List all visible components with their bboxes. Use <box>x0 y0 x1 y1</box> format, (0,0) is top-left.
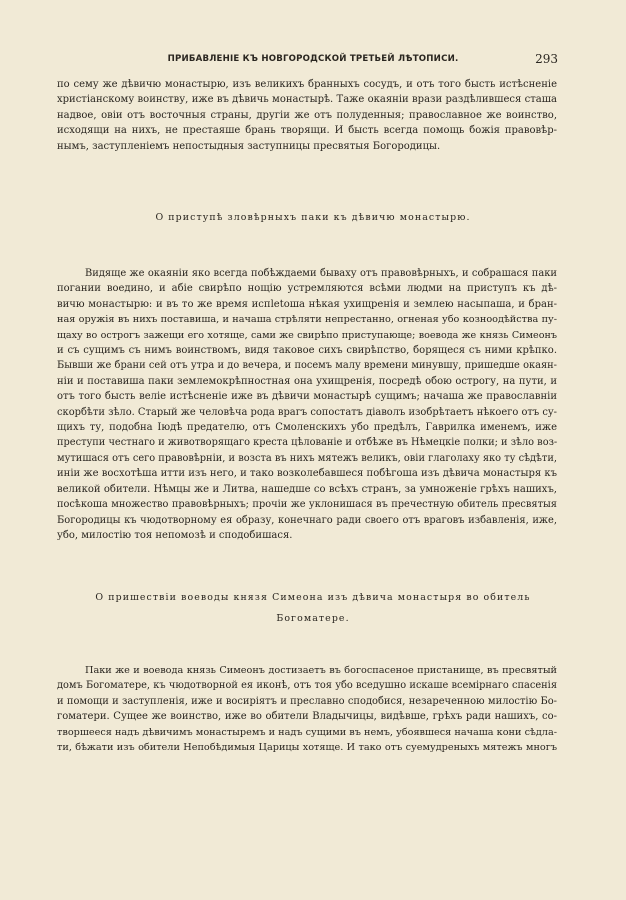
text-line: и съ сущимъ съ нимъ воинствомъ, видя таковое сихъ свирѣпство, борящеся съ ними крѣпко. <box>57 345 557 357</box>
running-title: ПРИБАВЛЕНІЕ КЪ НОВГОРОДСКОЙ ТРЕТЬЕЙ ЛѢТОПИСИ. <box>167 54 459 64</box>
text-line: ніи и поставиша паки землемокрѣпностная она ухищренія, посредѣ обою острогу, на пути, и <box>57 375 557 387</box>
text-line: вичю монастырю: и въ то же время испletоша нѣкая ухищренія и землею насыпаша, и бран- <box>57 298 557 310</box>
text-line: отъ того бысть веліе истѣсненіе иже въ дѣвичи монастырѣ сущимъ; начаша же православніи <box>57 391 557 403</box>
text-line: исходящи на нихъ, не престаяше брань творящи. И бысть всегда помощь божія правовѣр- <box>57 125 557 137</box>
section-heading-1: О приступѣ зловѣрныхъ паки къ дѣвичю монастырю. <box>155 212 471 223</box>
text-line: Бывши же брани сей отъ утра и до вечера, и посемъ малу времени минувшу, пришедше окаян- <box>57 360 557 372</box>
text-line: скорбѣти зѣло. Старый же человѣча рода врагъ сопостатъ діаволъ изобрѣтаетъ нѣкоего отъ су- <box>57 406 557 418</box>
text-line: домъ Богоматере, къ чюдотворной ея иконѣ, отъ тоя убо вседушно искаше всемірнаго спасенія <box>57 680 557 692</box>
text-line: нымъ, заступленіемъ непостыдныя заступницы пресвятыя Богородицы. <box>57 140 441 152</box>
section1-paragraph <box>57 266 557 543</box>
text-line: Паки же и воевода князь Симеонъ достизаетъ въ богоспасеное пристанище, въ пресвятый <box>85 665 557 676</box>
text-line: погании воедино, и абіе свирѣпо нощію устремляются всѣми людми на приступъ къ дѣ- <box>57 283 557 295</box>
text-line: щихъ ту, подобна Іюдѣ предателю, отъ Смоленскихъ убо предѣлъ, Гаврилка именемъ, иже <box>57 422 557 434</box>
section-heading-2-line1: О пришествіи воеводы князя Симеона изъ дѣвича монастыря во обитель <box>95 592 531 603</box>
intro-paragraph <box>57 77 557 154</box>
text-line: Богородицы къ чюдотворному ея образу, конечнаго ради своего отъ враговъ избавленія, иже, <box>57 514 557 526</box>
text-line: Видяще же окаяніи яко всегда побѣждаеми бываху отъ правовѣрныхъ, и собрашася паки <box>85 268 557 279</box>
text-line: ная оружія въ нихъ поставиша, и начаша стрѣляти непрестанно, огненая убо козноодѣйства пу- <box>57 314 557 326</box>
page-number: 293 <box>535 52 558 66</box>
text-line: гоматери. Сущее же воинство, иже во обители Владычицы, видѣвше, грѣхъ ради нашихъ, со- <box>57 711 557 723</box>
text-line: мутишася отъ сего правовѣрніи, и возста въ нихъ мятежъ великъ, овіи глаголаху яко ту сѣдѣти, <box>57 452 557 464</box>
text-line: по сему же дѣвичю монастырю, изъ великихъ бранныхъ сосудъ, и отъ того бысть истѣсненіе <box>57 79 557 90</box>
text-line: христіанскому воинству, иже въ дѣвичь монастырѣ. Таже окаяніи врази раздѣлившеся сташа <box>57 94 557 106</box>
text-line: надвое, овіи отъ восточныя страны, другіи же отъ полуденныя; православное же воинство, <box>57 109 557 121</box>
text-line: иніи же восхотѣша итти изъ него, и тако возколебавшеся побѣгоша изъ дѣвича монастыря къ <box>57 468 557 480</box>
text-line: и помощи и заступленія, иже и восиріятъ и преславно сподобися, незареченною милостію Бо- <box>57 695 557 707</box>
section-heading-2-line2: Богоматере. <box>276 613 350 624</box>
text-line: преступи честнаго и животворящаго креста цѣлованіе и отбѣже въ Нѣмецкіе полки; и зѣло воз- <box>57 437 558 449</box>
text-line: творшееся надъ дѣвичимъ монастыремъ и надъ сущими въ немъ, убоявшеся начаша кони сѣдла- <box>57 726 557 738</box>
section2-paragraph <box>57 663 557 755</box>
text-line: убо, милостію тоя непомозѣ и сподобишася. <box>57 529 293 541</box>
text-line: великой обители. Нѣмцы же и Литва, нашедше со всѣхъ странъ, за умноженіе грѣхъ нашихъ, <box>57 483 557 495</box>
text-line: посѣкоша множество правовѣрныхъ; прочіи же уклонишася въ пречестную обитель пресвятыя <box>57 499 557 511</box>
page-header <box>0 50 626 70</box>
text-line: ти, бѣжати изъ обители Непобѣдимыя Царицы хотяще. И тако отъ суемудреныхъ мятежъ многъ <box>57 742 557 754</box>
text-line: щаху во острогъ зажещи его хотяще, сами же свирѣпо приступающе; воевода же князь Симеонъ <box>57 329 557 341</box>
